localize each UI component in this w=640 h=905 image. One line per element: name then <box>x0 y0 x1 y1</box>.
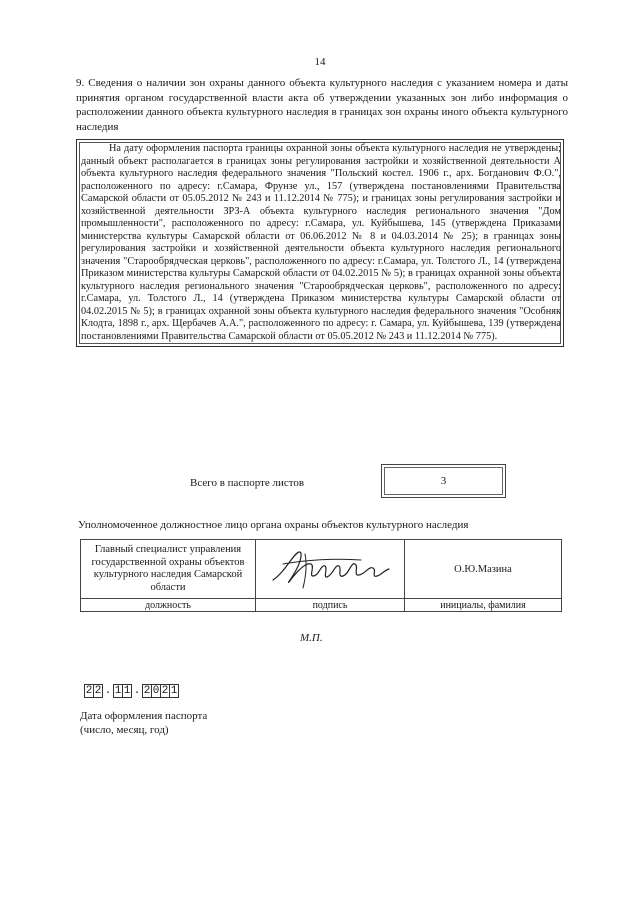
signature-caption: подпись <box>256 599 405 612</box>
section-heading: 9. Сведения о наличии зон охраны данного объекта культурного наследия с указанием номера и даты принятия органом государственной власти акта об утверждении указанных зон либо информация о расположении данного объекта культурного наследия в границах зон охраны иного объекта культурного наследия <box>76 77 568 133</box>
date-day <box>84 684 103 698</box>
stamp-place-label: М.П. <box>300 632 323 644</box>
initials-cell: О.Ю.Мазина <box>405 540 562 599</box>
date-digit: 2 <box>85 685 93 697</box>
date-digit: 1 <box>170 685 178 697</box>
official-heading: Уполномоченное должностное лицо органа охраны объектов культурного наследия <box>78 519 469 531</box>
date-label-line1: Дата оформления паспорта <box>80 710 208 722</box>
position-cell: Главный специалист управления государственной охраны объектов культурного наследия Самарской области <box>81 540 256 599</box>
date-digit: 2 <box>143 685 151 697</box>
date-label <box>80 709 207 737</box>
date-digit: 2 <box>94 685 102 697</box>
date-separator: . <box>133 685 141 697</box>
date-digit: 1 <box>114 685 122 697</box>
sheets-label: Всего в паспорте листов <box>190 477 305 489</box>
zone-info-box <box>76 139 564 347</box>
handwritten-signature <box>265 542 395 594</box>
sheets-count-box <box>381 464 506 498</box>
sheets-count-value: 3 <box>440 475 447 487</box>
date-boxes <box>84 684 179 698</box>
date-month <box>113 684 132 698</box>
page-number: 14 <box>314 56 326 68</box>
date-separator: . <box>104 685 112 697</box>
signature-cell <box>256 540 405 599</box>
date-year <box>142 684 179 698</box>
initials-caption: инициалы, фамилия <box>405 599 562 612</box>
date-digit: 2 <box>161 685 169 697</box>
zone-info-text: На дату оформления паспорта границы охранной зоны объекта культурного наследия не утверждены; данный объект располагается в границах зоны регулирования застройки и хозяйственной деятельности А объекта культурного наследия федерального значения "Польский костел. 1906 г., арх. Богданович Ф.О.", расположенного по адресу: г.Самара, Фрунзе ул., 157 (утверждена постановлениями Правительства Самарской области от 05.05.2012 № 243 и 11.12.2014 № 775); и границах зоны регулирования застройки и хозяйственной деятельности ЗРЗ-А объекта культурного наследия регионального значения "Дом промышленности", расположенного по адресу: г.Самара, ул. Куйбышева, 145 (утверждена Приказами министерства культуры Самарской области от 06.06.2012 № 8 и 04.03.2014 № 25); в границах зоны регулирования застройки и хозяйственной деятельности объекта культурного наследия регионального значения "Старообрядческая церковь", расположенного по адресу: г.Самара, ул. Толстого Л., 14 (утверждена Приказом министерства культуры Самарской области от 04.02.2015 № 5); в границах охранной зоны объекта культурного наследия регионального значения "Старообрядческая церковь", расположенного по адресу: г.Самара, ул. Толстого Л., 14 (утверждена Приказом министерства культуры Самарской области от 04.02.2015 № 5); в границах охранной зоны объекта культурного наследия федерального значения "Особняк Клодта, 1898 г., арх. Щербачев А.А.", расположенного по адресу: г. Самара, ул. Куйбышева, 139 (утверждена постановлениями Правительства Самарской области от 05.05.2012 № 243 и 11.12.2014 № 775). <box>81 143 561 342</box>
signature-table <box>80 539 562 612</box>
date-digit: 1 <box>123 685 131 697</box>
date-digit: 0 <box>152 685 160 697</box>
position-caption: должность <box>81 599 256 612</box>
date-label-line2: (число, месяц, год) <box>80 724 169 736</box>
